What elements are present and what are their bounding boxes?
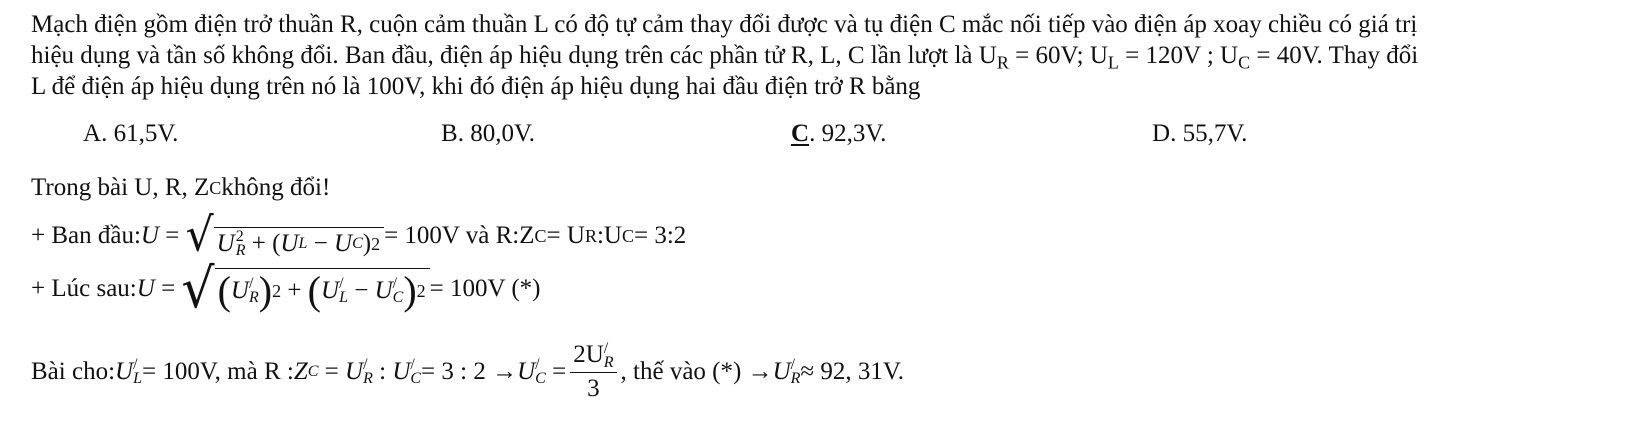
question-line-2a: hiệu dụng và tần số không đổi. Ban đầu, điện áp hiệu dụng trên các phần tử R, L, C lần lượt là U [31,42,997,69]
sqrt-initial-body: U 2 R + ( U L − U C ) 2 [214,227,384,258]
option-c[interactable] [791,120,886,148]
question-line-3: L để điện áp hiệu dụng trên nó là 100V, khi đó điện áp hiệu dụng hai đầu điện trở R bằng [31,73,921,100]
exam-page [31,9,1631,403]
option-d[interactable] [1152,120,1247,148]
sol-l2-colon: :U [596,222,622,249]
answer-options [31,120,1631,154]
option-d-text: . 55,7V. [1170,120,1248,147]
option-b-letter: B [441,120,458,147]
question-line-1: Mạch điện gồm điện trở thuần R, cuộn cảm thuần L có độ tự cảm thay đổi được và tụ điện C mắc nối tiếp vào điện áp xoay chiều có giá trị [31,11,1418,38]
solution-line-2: + Ban đầu: U = √ U 2 R + ( U L − U C ) 2 = 100V và R:Z C = U R :U C = 3:2 [31,208,687,263]
math-u2: U [136,275,155,302]
option-a[interactable] [83,120,178,148]
sol-l2-mid: = U [546,222,585,249]
sol-l1-b: không đổi! [221,174,331,201]
question-line-2b: = 60V; U [1008,42,1108,69]
sub-r: R [996,52,1009,73]
fraction-denominator: 3 [587,375,600,403]
sub-l: L [1107,52,1119,73]
sol-l4-end: ≈ 92, 31V. [800,358,904,386]
option-b-text: . 80,0V. [457,120,536,147]
sol-l4-a: = 100V, mà R : [141,358,294,386]
sol-l4-ratio: = 3 : 2 → [421,358,518,386]
sol-l3-prefix: + Lúc sau: [31,275,137,302]
solution-line-3: + Lúc sau: U = √ ( U / R ) 2 + ( U / L − U / C ) 2 = 100V (*) [31,257,541,321]
sol-l3-result: = 100V (*) [429,275,541,302]
solution-line-1: Trong bài U, R, Z C không đổi! [31,174,331,201]
solution-line-4: Bài cho: U / L = 100V, mà R : Z C = U / R : U / C = 3 : 2 → U / C = 2U / R 3 , thế vào (*) → U / R ≈ 92, 31V. [31,340,904,403]
sol-l1-a: Trong bài U, R, Z [31,174,210,201]
option-d-letter: D [1152,120,1171,147]
question-line-2c: = 120V ; U [1118,42,1239,69]
fraction-2ur-over-3 [570,341,616,403]
sqrt-after-body: ( U / R ) 2 + ( U / L − U / C ) 2 [215,268,430,311]
sol-l2-end: = 3:2 [633,222,687,249]
sol-l4-b: , thế vào (*) → [620,358,773,386]
radical-icon-2: √ [181,257,215,321]
option-a-text: . 61,5V. [101,120,179,147]
fraction-numerator: 2U / R [570,341,616,373]
sub-c: C [1238,52,1251,73]
question-text [31,9,1631,102]
frac-num-text: 2U [573,341,604,368]
sqrt-after [181,257,429,321]
sol-l4-prefix: Bài cho: [31,358,116,386]
sol-l2-prefix: + Ban đầu: [31,222,141,249]
option-c-text: . 92,3V. [809,120,887,147]
sqrt-initial [185,208,384,263]
radical-icon: √ [185,208,214,263]
option-a-letter: A [83,120,102,147]
question-line-2d: = 40V. Thay đổi [1250,42,1419,69]
sol-l2-result: = 100V và R:Z [384,222,535,249]
math-u: U [140,222,159,249]
option-b[interactable] [441,120,535,148]
option-c-letter-correct: C [791,120,810,147]
